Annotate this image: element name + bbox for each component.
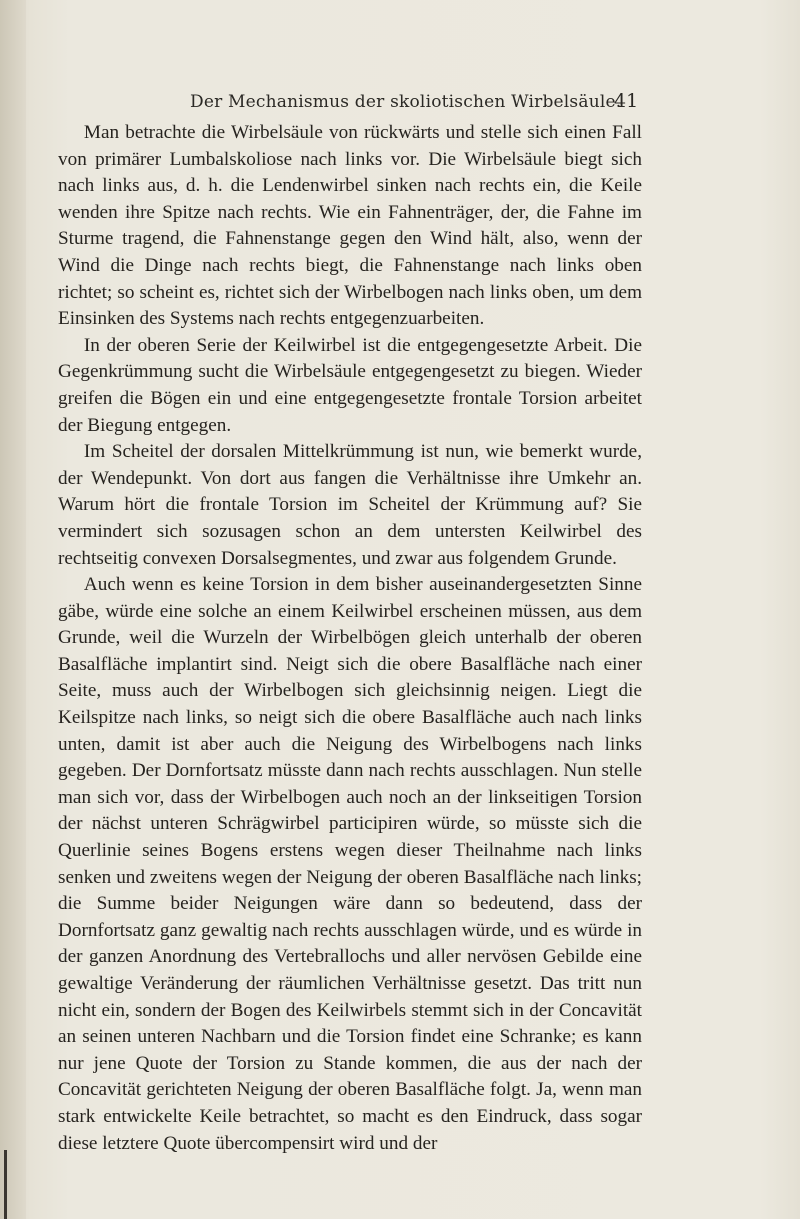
page-number: 41 bbox=[614, 90, 639, 112]
paragraph-3: Im Scheitel der dorsalen Mittelkrümmung ist nun, wie bemerkt wurde, der Wendepunkt. Von dort aus fangen die Verhältnisse ihre Umkehr an. Warum hört die frontale Torsion im Scheitel der Krümmung auf? Sie vermindert sich sozusagen schon an dem untersten Keilwirbel des rechtseitig convexen Dorsalsegmentes, und zwar aus folgendem Grunde. bbox=[58, 441, 642, 569]
paragraph-1: Man betrachte die Wirbelsäule von rückwärts und stelle sich einen Fall von primärer Lumbalskoliose nach links vor. Die Wirbelsäule biegt sich nach links aus, d. h. die Lendenwirbel sinken nach rechts ein, die Keile wenden ihre Spitze nach rechts. Wie ein Fahnenträger, der, die Fahne im Sturme tragend, die Fahnenstange gegen den Wind hält, also, wenn der Wind die Dinge nach rechts biegt, die Fahnenstange nach links oben richtet; so scheint es, richtet sich der Wirbelbogen nach links oben, um dem Einsinken des Systems nach rechts entgegenzuarbeiten. bbox=[58, 122, 642, 330]
binding-shadow bbox=[0, 0, 26, 1219]
edge-mark bbox=[4, 1150, 7, 1219]
paragraph-4: Auch wenn es keine Torsion in dem bisher auseinandergesetzten Sinne gäbe, würde eine solche an einem Keilwirbel erscheinen müssen, aus dem Grunde, weil die Wurzeln der Wirbelbögen gleich unterhalb der oberen Basalfläche implantirt sind. Neigt sich die obere Basalfläche nach einer Seite, muss auch der Wirbelbogen sich gleichsinnig neigen. Liegt die Keilspitze nach links, so neigt sich die obere Basalfläche auch nach links unten, damit ist aber auch die Neigung des Wirbelbogens nach links gegeben. Der Dornfortsatz müsste dann nach rechts ausschlagen. Nun stelle man sich vor, dass der Wirbelbogen auch noch an der linkseitigen Torsion der nächst unteren Schrägwirbel participiren würde, so müsste sich die Querlinie seines Bogens erstens wegen dieser Theilnahme nach links senken und zweitens wegen der Neigung der oberen Basalfläche nach links; die Summe beider Neigungen wäre dann so bedeutend, dass der Dornfortsatz ganz gewaltig nach rechts ausschlagen würde, und es würde in der ganzen Anordnung des Vertebrallochs und aller nervösen Gebilde eine gewaltige Veränderung der räumlichen Verhältnisse gesetzt. Das tritt nun nicht ein, sondern der Bogen des Keilwirbels stemmt sich in der Concavität an seinen unteren Nachbarn und die Torsion findet eine Schranke; es kann nur jene Quote der Torsion zu Stande kommen, die aus der nach der Concavität gerichteten Neigung der oberen Basalfläche folgt. Ja, wenn man stark entwickelte Keile betrachtet, so macht es den Eindruck, dass sogar diese letztere Quote übercompensirt wird und der bbox=[58, 574, 642, 1154]
running-title: Der Mechanismus der skoliotischen Wirbelsäule. bbox=[190, 92, 622, 112]
body-text bbox=[58, 120, 642, 1157]
paragraph-2: In der oberen Serie der Keilwirbel ist die entgegengesetzte Arbeit. Die Gegenkrümmung sucht die Wirbelsäule entgegengesetzt zu biegen. Wieder greifen die Bögen ein und eine entgegengesetzte frontale Torsion arbeitet der Biegung entgegen. bbox=[58, 334, 642, 436]
